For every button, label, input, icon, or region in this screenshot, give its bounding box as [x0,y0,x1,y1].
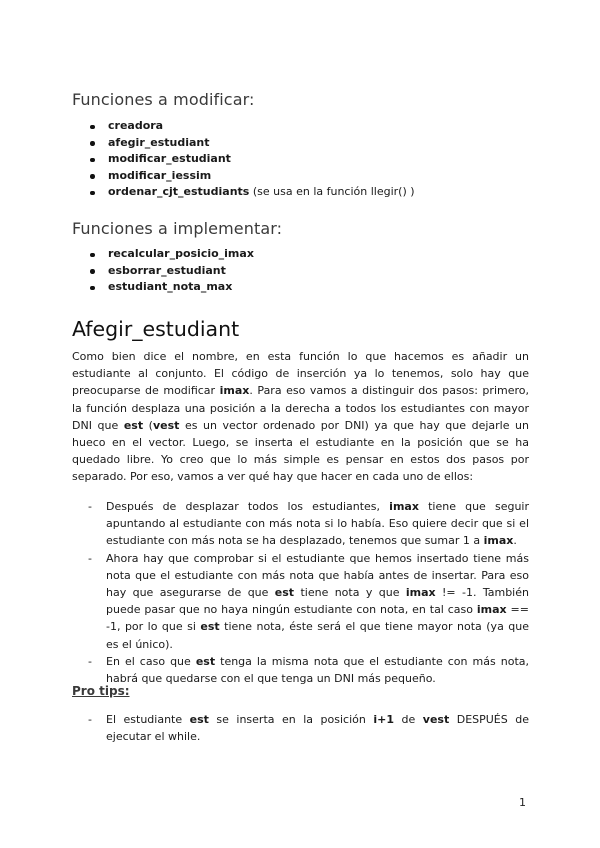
text-run: tiene nota, éste será el que tiene mayor nota (ya que es el único). [106,620,529,651]
function-name: modificar_estudiant [108,152,231,165]
text-run: En el caso que [106,654,196,668]
code-term: imax [483,534,514,548]
implement-function-list [88,246,254,296]
text-run: tiene nota y que [294,586,406,600]
list-item [88,498,529,550]
text-run: El estudiante [106,713,190,726]
text-run: se inserta en la posición [208,713,374,726]
text-run: de [394,713,423,726]
list-item [88,263,254,280]
code-term: imax [476,603,507,617]
list-item [88,168,415,185]
text-run: DESPUÉS de ejecutar el while. [106,713,529,744]
code-term: vest [152,418,180,432]
text-run: es un vector ordenado por DNI) ya que hay que dejarle un hueco en el vector. Luego, se inserta el estudiante en la posición que se ha quedado libre. Yo creo que lo más simple es pensar en estos dos pasos por separado. Por eso, vamos a ver qué hay que hacer en cada uno de ellos: [72,418,529,484]
code-term: est [195,654,216,668]
list-item [88,246,254,263]
function-name: modificar_iessim [108,168,212,182]
code-term: i+1 [373,713,395,726]
function-name: afegir_estudiant [108,135,210,149]
dash-marker: - [88,713,92,726]
text-run: Como bien dice el nombre, en esta función lo que hacemos es añadir un estudiante al conjunto. El código de inserción ya lo tenemos, solo hay que preocuparse de modificar [72,350,529,398]
text-run: ( [143,418,153,432]
dash-marker: - [88,500,92,513]
code-term: vest [422,713,450,726]
list-item [88,151,415,168]
page-number: 1 [519,796,526,809]
text-run: . Para eso vamos a distinguir dos pasos: primero, la función desplaza una posición a la derecha a todos los estudiantes con mayor DNI que [72,384,529,432]
code-term: est [274,586,295,600]
dash-marker: - [88,551,92,565]
code-term: est [200,620,220,634]
function-name: recalcular_posicio_imax [108,247,254,260]
list-item [88,279,254,296]
pro-tips-heading: Pro tips: [72,684,130,698]
list-item [88,711,529,745]
text-run: tenga la misma nota que el estudiante con más nota, habrá que quedarse con el que tenga un DNI más pequeño. [106,654,530,686]
text-run: tiene que seguir apuntando al estudiante con más nota si lo había. Eso quiere decir que si el estudiante con más nota se ha desplazado, tenemos que sumar 1 a [106,500,529,548]
code-term: imax [219,384,250,398]
steps-list [88,498,529,687]
intro-paragraph [72,348,529,486]
list-item [88,184,415,201]
section-title-modify: Funciones a modificar: [72,90,255,109]
function-name: creadora [108,119,164,132]
pro-tips-list [88,711,529,745]
section-heading-afegir: Afegir_estudiant [72,317,240,341]
function-name: estudiant_nota_max [108,280,233,293]
text-run: . [513,534,517,548]
text-run: != -1. También puede pasar que no haya ningún estudiante con nota, en tal caso [106,586,529,617]
code-term: imax [389,500,419,513]
list-item [88,118,415,135]
dash-marker: - [88,654,92,668]
list-item [88,550,529,653]
code-term: imax [405,586,436,600]
function-name: esborrar_estudiant [108,263,226,277]
text-run: Ahora hay que comprobar si el estudiante que hemos insertado tiene más nota que el estudiante con más nota que había antes de insertar. Para eso hay que asegurarse de que [106,551,529,600]
section-title-implement: Funciones a implementar: [72,219,283,238]
modify-function-list [88,118,415,201]
function-name: ordenar_cjt_estudiants [108,185,250,198]
function-note: (se usa en la función llegir() ) [249,185,415,198]
text-run: == -1, por lo que si [106,603,529,634]
list-item [88,135,415,152]
code-term: est [123,418,144,432]
list-item [88,653,529,687]
text-run: Después de desplazar todos los estudiantes, [106,500,390,513]
code-term: est [189,713,209,726]
